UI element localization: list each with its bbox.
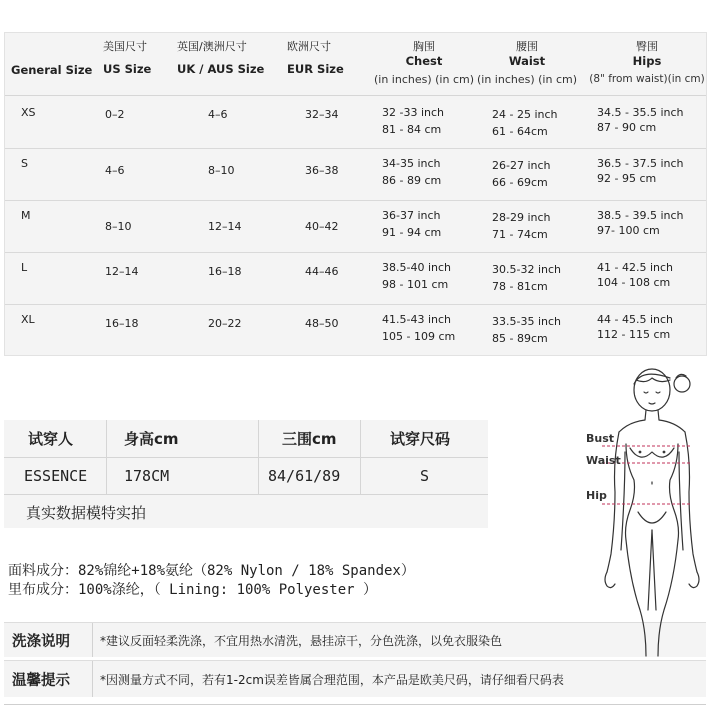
cell-eur-size: 32–34 <box>305 108 339 121</box>
cell-hips-inch: 41 - 42.5 inch <box>597 261 673 274</box>
divider <box>92 623 93 657</box>
cell-waist-cm: 78 - 81cm <box>492 280 548 293</box>
fitting-note: 真实数据模特实拍 <box>26 504 147 522</box>
care-label: 洗涤说明 <box>12 633 70 650</box>
cell-chest-inch: 34-35 inch <box>382 157 441 170</box>
cell-waist-inch: 24 - 25 inch <box>492 108 558 121</box>
divider <box>92 661 93 697</box>
header-waist <box>471 39 583 87</box>
cell-us-size: 16–18 <box>105 317 139 330</box>
cell-model-name: ESSENCE <box>24 467 88 485</box>
fabric-composition <box>8 562 415 600</box>
cell-uk-size: 12–14 <box>208 220 242 233</box>
header-hips <box>589 39 705 87</box>
header-us-size <box>103 39 151 77</box>
cell-chest-inch: 38.5-40 inch <box>382 261 452 274</box>
size-chart-table <box>4 32 707 356</box>
cell-hips <box>597 209 684 237</box>
body-measurement-figure <box>582 362 710 660</box>
cell-uk-size: 16–18 <box>208 265 242 278</box>
fitting-info-table <box>4 420 488 528</box>
header-uk-size-en: UK / AUS Size <box>177 62 265 76</box>
table-row <box>5 252 706 305</box>
header-height: 身高cm <box>124 430 179 448</box>
cell-chest <box>382 313 455 343</box>
header-waist-en: Waist <box>508 54 546 68</box>
cell-chest-inch: 32 -33 inch <box>382 106 445 119</box>
cell-waist <box>492 108 558 138</box>
cell-hips-inch: 36.5 - 37.5 inch <box>597 157 684 170</box>
cell-hips-cm: 92 - 95 cm <box>597 172 657 185</box>
cell-us-size: 8–10 <box>105 220 132 233</box>
header-measurements: 三围cm <box>282 430 337 448</box>
size-chart-header <box>5 33 706 96</box>
bust-label: Bust <box>586 432 615 445</box>
notice-label: 温馨提示 <box>12 672 70 689</box>
cell-general-size: S <box>21 157 28 170</box>
cell-hips-cm: 97- 100 cm <box>597 224 660 237</box>
cell-chest <box>382 209 441 239</box>
cell-hips <box>597 261 673 289</box>
header-chest-zh: 胸围 <box>413 40 435 53</box>
fitting-table-row <box>4 458 488 495</box>
cell-hips-cm: 104 - 108 cm <box>597 276 671 289</box>
header-general-size <box>11 63 92 78</box>
cell-waist <box>492 211 551 241</box>
cell-waist <box>492 315 561 345</box>
cell-chest <box>382 157 441 187</box>
table-row <box>5 148 706 201</box>
cell-chest-cm: 98 - 101 cm <box>382 278 449 291</box>
table-row <box>5 200 706 253</box>
cell-waist-inch: 30.5-32 inch <box>492 263 562 276</box>
cell-hips-inch: 38.5 - 39.5 inch <box>597 209 684 222</box>
cell-fit-size: S <box>420 467 430 485</box>
cell-chest-cm: 91 - 94 cm <box>382 226 442 239</box>
header-waist-zh: 腰围 <box>516 40 538 53</box>
header-eur-size-en: EUR Size <box>287 62 344 76</box>
table-row <box>5 304 706 356</box>
cell-hips-inch: 34.5 - 35.5 inch <box>597 106 684 119</box>
header-uk-size <box>177 39 264 77</box>
cell-measurements: 84/61/89 <box>268 467 341 485</box>
header-hips-unit: (8" from waist)(in cm) <box>589 73 705 85</box>
cell-hips-cm: 112 - 115 cm <box>597 328 671 341</box>
cell-us-size: 12–14 <box>105 265 139 278</box>
cell-waist-inch: 28-29 inch <box>492 211 551 224</box>
cell-eur-size: 44–46 <box>305 265 339 278</box>
cell-eur-size: 36–38 <box>305 164 339 177</box>
cell-chest-inch: 36-37 inch <box>382 209 441 222</box>
cell-chest-cm: 86 - 89 cm <box>382 174 442 187</box>
fabric-lining-line: 里布成分：100%涤纶，（ Lining: 100% Polyester ） <box>8 582 378 598</box>
header-us-size-zh: 美国尺寸 <box>103 40 147 53</box>
cell-hips-inch: 44 - 45.5 inch <box>597 313 673 326</box>
column-divider <box>258 420 259 494</box>
cell-chest-cm: 81 - 84 cm <box>382 123 442 136</box>
cell-us-size: 0–2 <box>105 108 125 121</box>
cell-general-size: L <box>21 261 28 274</box>
notice-row <box>4 660 706 697</box>
cell-height: 178CM <box>124 467 170 485</box>
fitting-table-header <box>4 420 488 458</box>
header-waist-unit: (in inches) (in cm) <box>476 73 578 86</box>
cell-uk-size: 4–6 <box>208 108 228 121</box>
cell-eur-size: 48–50 <box>305 317 339 330</box>
cell-hips <box>597 157 684 185</box>
header-hips-zh: 臀围 <box>636 40 658 53</box>
cell-uk-size: 20–22 <box>208 317 242 330</box>
cell-us-size: 4–6 <box>105 164 125 177</box>
cell-hips <box>597 313 673 341</box>
header-chest-unit: (in inches) (in cm) <box>373 73 475 86</box>
cell-general-size: XL <box>21 313 35 326</box>
cell-chest <box>382 106 444 136</box>
header-fit-size: 试穿尺码 <box>390 430 451 448</box>
cell-waist-inch: 26-27 inch <box>492 159 551 172</box>
cell-chest <box>382 261 451 291</box>
header-hips-en: Hips <box>632 54 662 68</box>
hip-label: Hip <box>586 489 607 502</box>
header-chest <box>369 39 479 87</box>
cell-waist-cm: 66 - 69cm <box>492 176 548 189</box>
header-eur-size <box>287 39 344 77</box>
divider <box>4 704 706 705</box>
cell-hips-cm: 87 - 90 cm <box>597 121 657 134</box>
body-outline-illustration <box>582 362 710 660</box>
waist-label: Waist <box>586 454 621 467</box>
header-general-size-en: General Size <box>11 63 93 77</box>
cell-waist <box>492 159 551 189</box>
cell-hips <box>597 106 684 134</box>
care-text: *建议反面轻柔洗涤，不宜用热水清洗，悬挂凉干，分色洗涤，以免衣服染色 <box>100 633 503 648</box>
cell-waist <box>492 263 561 293</box>
cell-chest-cm: 105 - 109 cm <box>382 330 456 343</box>
cell-waist-inch: 33.5-35 inch <box>492 315 562 328</box>
header-eur-size-zh: 欧洲尺寸 <box>287 40 331 53</box>
cell-waist-cm: 85 - 89cm <box>492 332 548 345</box>
cell-eur-size: 40–42 <box>305 220 339 233</box>
cell-waist-cm: 71 - 74cm <box>492 228 548 241</box>
column-divider <box>360 420 361 494</box>
header-model: 试穿人 <box>28 430 74 448</box>
header-chest-en: Chest <box>405 54 443 68</box>
header-us-size-en: US Size <box>103 62 152 76</box>
notice-text: *因测量方式不同，若有1-2cm误差皆属合理范围，本产品是欧美尺码，请仔细看尺码表 <box>100 672 564 687</box>
table-row <box>5 96 706 149</box>
cell-general-size: XS <box>21 106 36 119</box>
header-uk-size-zh: 英国/澳洲尺寸 <box>177 40 247 53</box>
cell-general-size: M <box>21 209 31 222</box>
column-divider <box>106 420 107 494</box>
fabric-shell-line: 面料成分：82%锦纶+18%氨纶（82% Nylon / 18% Spandex） <box>8 563 415 579</box>
cell-waist-cm: 61 - 64cm <box>492 125 548 138</box>
cell-chest-inch: 41.5-43 inch <box>382 313 452 326</box>
cell-uk-size: 8–10 <box>208 164 235 177</box>
